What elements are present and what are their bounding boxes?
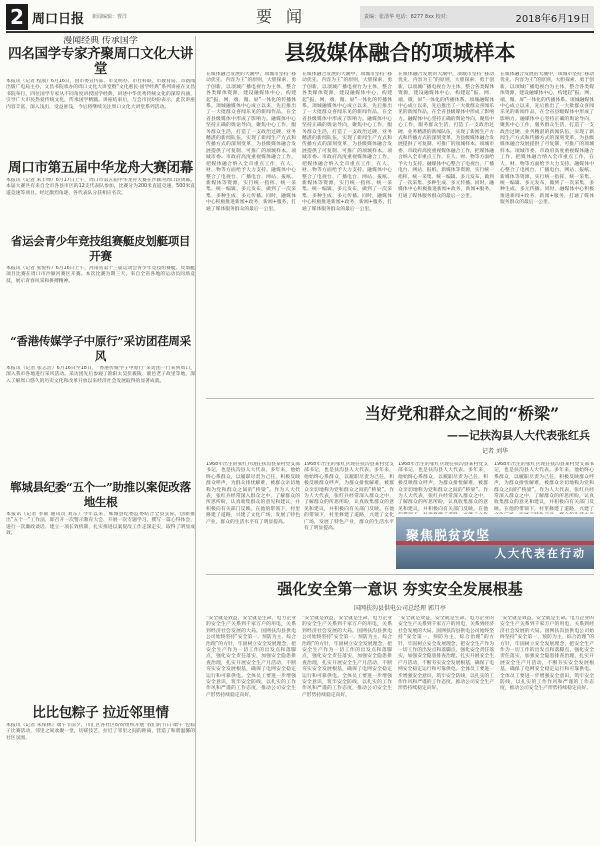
banner-line-1: 聚焦脱贫攻坚 [406, 529, 491, 544]
poverty-alleviation-banner [396, 517, 594, 569]
article-headline: 周口市第五届中华龙舟大赛闭幕 [8, 160, 193, 176]
article-guoxue [6, 36, 195, 157]
main-body-col-1: 在媒体融合发展的大潮中，项城市坚持“移动优先、内容为王”的原则，大胆探索、勇于创新，以项城广播电视台为主体，整合各类媒体资源，建设融媒体中心，构建起“报、网、端、微、屏”一体化的传播体系。项城融媒体中心成立以来，先后推出了一大批群众喜闻乐见的新闻作品，在全省县级媒体中形成了影响力。融媒体中心坚持正确的舆论导向，聚焦中心工作，服务群众生活，打造了一支政治过硬、业务精湛的新闻队伍，实现了新闻生产方式和传播方式的深刻变革，为县级媒体融合发展提供了可复制、可推广的项城样本。项城市委、市政府高度重视媒体融合工作，把媒体融合纳入全市重点工作，在人、财、物等方面给予大力支持。融媒体中心整合了电视台、广播电台、网站、报纸、新媒体等资源，实行统一指挥、统一采集、统一编辑、多元发布，做到了一次采集、多种生成、多元传播。同时，融媒体中心积极推进新闻+政务、新闻+服务，打通了媒体服务群众的最后一公里。 [206, 72, 296, 212]
article-headline: “香港传媒学子中原行”采访团荏周采风 [10, 334, 191, 363]
section-title: 要闻 [255, 7, 316, 26]
article-body: 本报讯（记者 朱丰帅）6月17日上午，周口市第五届中华龙舟大赛在沙颍河周口段闭幕。本届大赛共有来自全市各县市区的12支代表队参加，比赛分为200米直道竞速、500米直道竞速等项目。经过激烈角逐，各代表队分获相应名次。 [6, 178, 195, 196]
feature-body-col-3: 1968年出生的张红兵现任扶沟县某村党支部书记，也是扶沟县人大代表。多年来，他始终心系群众，以履职尽责为己任，积极反映群众呼声，为群众排忧解难，被群众亲切地称为党和群众之间的“桥梁”。作为人大代表，张红兵经常深入群众之中，了解群众的所思所盼，认真收集群众的意见和建议，并积极向有关部门反映。在他 [398, 462, 488, 512]
opinion-body-col-3: “安全就是效益，安全就是生命。”电力企业的安全生产关系到千家万户的用电，关系到经济社会发展的大局。国网扶沟县供电公司始终坚持“安全第一、预防为主、综合治理”的方针，牢固树立安全发展理念，把安全生产作为一切工作的出发点和落脚点，强化安全责任落实，加强安全隐患排查治理，扎实开展安全生产月活动，不断夯实安全发展根基，确保了电网安全稳定运行和可靠供电。全体员工要进一步增强安全意识，筑牢安全防线，以扎实的工作作风和严谨的工作态度，推动公司安全生产形势持续稳定向好。 [398, 616, 494, 692]
article-headline: 比比包粽子 拉近邻里情 [32, 705, 169, 721]
page-header [6, 4, 594, 30]
page-number: 2 [6, 4, 28, 30]
article-headline: 四名国学专家齐聚周口文化大讲堂 [8, 46, 193, 77]
article-body: 本报讯（记者 朱保林）端午节前夕，川汇区各社区纷纷组织开展“我们的节日·端午”包粽子比赛活动，邻里之间欢聚一堂，切磋技艺，拉近了邻里之间的距离，营造了和谐温馨的社区氛围。 [6, 723, 195, 741]
header-info-bar [360, 6, 594, 28]
article-headline: 郸城县纪委“五个一”助推以案促改落地生根 [10, 480, 191, 509]
main-body-col-2: 在媒体融合发展的大潮中，项城市坚持“移动优先、内容为王”的原则，大胆探索、勇于创新，以项城广播电视台为主体，整合各类媒体资源，建设融媒体中心，构建起“报、网、端、微、屏”一体化的传播体系。项城融媒体中心成立以来，先后推出了一大批群众喜闻乐见的新闻作品，在全省县级媒体中形成了影响力。融媒体中心坚持正确的舆论导向，聚焦中心工作，服务群众生活，打造了一支政治过硬、业务精湛的新闻队伍，实现了新闻生产方式和传播方式的深刻变革，为县级媒体融合发展提供了可复制、可推广的项城样本。项城市委、市政府高度重视媒体融合工作，把媒体融合纳入全市重点工作，在人、财、物等方面给予大力支持。融媒体中心整合了电视台、广播电台、网站、报纸、新媒体等资源，实行统一指挥、统一采集、统一编辑、多元发布，做到了一次采集、多种生成、多元传播。同时，融媒体中心积极推进新闻+政务、新闻+服务，打通了媒体服务群众的最后一公里。 [302, 72, 392, 212]
article-hongkong [6, 334, 195, 476]
issue-date: 2018年6月19日 [515, 14, 590, 25]
left-column [6, 36, 196, 842]
article-rowing [6, 234, 195, 330]
article-body: 本报讯（记者 张悦梓）6月16日上午，河南省第十三届运动会青少年竞技组赛艇、皮划艇项目比赛在周口市沙颍河赛区开赛。本次比赛为期三天，来自全省各地的运动员同场竞技，展示青春风采和拼搏精神。 [6, 266, 195, 284]
main-body-col-3: 在媒体融合发展的大潮中，项城市坚持“移动优先、内容为王”的原则，大胆探索、勇于创新，以项城广播电视台为主体，整合各类媒体资源，建设融媒体中心，构建起“报、网、端、微、屏”一体化的传播体系。项城融媒体中心成立以来，先后推出了一大批群众喜闻乐见的新闻作品，在全省县级媒体中形成了影响力。融媒体中心坚持正确的舆论导向，聚焦中心工作，服务群众生活，打造了一支政治过硬、业务精湛的新闻队伍，实现了新闻生产方式和传播方式的深刻变革，为县级媒体融合发展提供了可复制、可推广的项城样本。项城市委、市政府高度重视媒体融合工作，把媒体融合纳入全市重点工作，在人、财、物等方面给予大力支持。融媒体中心整合了电视台、广播电台、网站、报纸、新媒体等资源，实行统一指挥、统一采集、统一编辑、多元发布，做到了一次采集、多种生成、多元传播。同时，融媒体中心积极推进新闻+政务、新闻+服务，打通了媒体服务群众的最后一公里。 [398, 72, 494, 199]
main-body-col-4: 在媒体融合发展的大潮中，项城市坚持“移动优先、内容为王”的原则，大胆探索、勇于创新，以项城广播电视台为主体，整合各类媒体资源，建设融媒体中心，构建起“报、网、端、微、屏”一体化的传播体系。项城融媒体中心成立以来，先后推出了一大批群众喜闻乐见的新闻作品，在全省县级媒体中形成了影响力。融媒体中心坚持正确的舆论导向，聚焦中心工作，服务群众生活，打造了一支政治过硬、业务精湛的新闻队伍，实现了新闻生产方式和传播方式的深刻变革，为县级媒体融合发展提供了可复制、可推广的项城样本。项城市委、市政府高度重视媒体融合工作，把媒体融合纳入全市重点工作，在人、财、物等方面给予大力支持。融媒体中心整合了电视台、广播电台、网站、报纸、新媒体等资源，实行统一指挥、统一采集、统一编辑、多元发布，做到了一次采集、多种生成、多元传播。同时，融媒体中心积极推进新闻+政务、新闻+服务，打通了媒体服务群众的最后一公里。 [500, 72, 594, 206]
article-zongzi [6, 706, 195, 823]
feature-subhead: ——记扶沟县人大代表张红兵 [447, 429, 590, 442]
feature-headline: 当好党和群众之间的“桥梁” [364, 404, 560, 423]
article-dragonboat [6, 161, 195, 230]
feature-byline: 记者 刘华 [482, 448, 508, 455]
article-body: 本报讯（记者 李硕 通讯员 刘东）今年以来，郸城县纪委监委结合全县实际，创新推出“五个一”工作法，即召开一次警示教育大会、开展一次专题学习、撰写一篇心得体会、进行一次廉政谈话、建立一项长效机制，扎实推进以案促改工作走深走实，取得了明显成效。 [6, 512, 195, 537]
opinion-body-col-4: “安全就是效益，安全就是生命。”电力企业的安全生产关系到千家万户的用电，关系到经济社会发展的大局。国网扶沟县供电公司始终坚持“安全第一、预防为主、综合治理”的方针，牢固树立安全发展理念，把安全生产作为一切工作的出发点和落脚点，强化安全责任落实，加强安全隐患排查治理，扎实开展安全生产月活动，不断夯实安全发展根基，确保了电网安全稳定运行和可靠供电。全体员工要进一步增强安全意识，筑牢安全防线，以扎实的工作作风和严谨的工作态度，推动公司安全生产形势持续稳定向好。 [500, 616, 594, 692]
section-label: 新闻编辑：曹洋 [92, 14, 128, 20]
main-headline: 县级媒体融合的项城样本 [284, 40, 516, 65]
article-body: 本报讯（记者 张志浩）6月16日至18日，“香港传媒学子中原行”采访团一行来到周口，深入我市各地进行采风活动。采访团先后参观了淮阳太昊伏羲陵、鹿邑老子故里等地，深入了解周口悠久的历史文化和改革开放以来经济社会发展取得的显著成就。 [6, 366, 195, 384]
opinion-byline: 国网扶沟县供电公司总经理 郭月亭 [354, 605, 446, 612]
article-body: 本报讯（记者 程淑）6月16日，由市委宣传部、市文明办、市社科联、市教育局、市新闻出版广电局主办，文昌书院承办的周口文化大讲堂暨“文化惠民·国学经典”系列讲座在文昌书院举行。四位国学专家从不同角度讲授国学经典，讲述中华优秀传统文化的深厚内涵，引导广大市民热爱传统文化，传承国学精髓。讲座结束后，与会市民纷纷表示，此次讲座内容丰富、深入浅出，受益匪浅，今后将继续关注周口文化大讲堂系列活动。 [6, 79, 195, 110]
editor-line: 责编：张清华 电话：8277 8xx 校对： [364, 14, 451, 20]
feature-body-col-2: 1968年出生的张红兵现任扶沟县某村党支部书记，也是扶沟县人大代表。多年来，他始终心系群众，以履职尽责为己任，积极反映群众呼声，为群众排忧解难，被群众亲切地称为党和群众之间的“桥梁”。作为人大代表，张红兵经常深入群众之中，了解群众的所思所盼，认真收集群众的意见和建议，并积极向有关部门反映。在他的带领下，村里修建了道路，兴建了文化广场，发展了特色产业，群众的生活水平有了明显提高。 [304, 462, 394, 532]
section-divider [206, 574, 594, 575]
article-kicker: 漫闻经典 传承国学 [63, 36, 138, 46]
feature-body-col-4: 1968年出生的张红兵现任扶沟县某村党支部书记，也是扶沟县人大代表。多年来，他始终心系群众，以履职尽责为己任，积极反映群众呼声，为群众排忧解难，被群众亲切地称为党和群众之间的“桥梁”。作为人大代表，张红兵经常深入群众之中，了解群众的所思所盼，认真收集群众的意见和建议，并积极向有关部门反映。在他的带领下，村里修建了道路，兴建了 [494, 462, 594, 512]
opinion-body-col-1: “安全就是效益，安全就是生命。”电力企业的安全生产关系到千家万户的用电，关系到经济社会发展的大局。国网扶沟县供电公司始终坚持“安全第一、预防为主、综合治理”的方针，牢固树立安全发展理念，把安全生产作为一切工作的出发点和落脚点，强化安全责任落实，加强安全隐患排查治理，扎实开展安全生产月活动，不断夯实安全发展根基，确保了电网安全稳定运行和可靠供电。全体员工要进一步增强安全意识，筑牢安全防线，以扎实的工作作风和严谨的工作态度，推动公司安全生产形势持续稳定向好。 [206, 616, 296, 698]
feature-body-col-1: 1968年出生的张红兵现任扶沟县某村党支部书记，也是扶沟县人大代表。多年来，他始终心系群众，以履职尽责为己任，积极反映群众呼声，为群众排忧解难，被群众亲切地称为党和群众之间的“桥梁”。作为人大代表，张红兵经常深入群众之中，了解群众的所思所盼，认真收集群众的意见和建议，并积极向有关部门反映。在他的带领下，村里修建了道路，兴建了文化广场，发展了特色产业，群众的生活水平有了明显提高。 [206, 462, 300, 525]
section-divider [206, 398, 594, 399]
opinion-headline: 强化安全第一意识 夯实安全发展根基 [277, 580, 523, 598]
banner-line-2: 人大代表在行动 [495, 547, 586, 560]
opinion-body-col-2: “安全就是效益，安全就是生命。”电力企业的安全生产关系到千家万户的用电，关系到经济社会发展的大局。国网扶沟县供电公司始终坚持“安全第一、预防为主、综合治理”的方针，牢固树立安全发展理念，把安全生产作为一切工作的出发点和落脚点，强化安全责任落实，加强安全隐患排查治理，扎实开展安全生产月活动，不断夯实安全发展根基，确保了电网安全稳定运行和可靠供电。全体员工要进一步增强安全意识，筑牢安全防线，以扎实的工作作风和严谨的工作态度，推动公司安全生产形势持续稳定向好。 [302, 616, 392, 698]
article-dancheng [6, 480, 195, 702]
paper-name: 周口日报 [32, 12, 85, 27]
article-headline: 省运会青少年竞技组赛艇皮划艇项目开赛 [10, 234, 191, 263]
header-rule [6, 31, 594, 33]
